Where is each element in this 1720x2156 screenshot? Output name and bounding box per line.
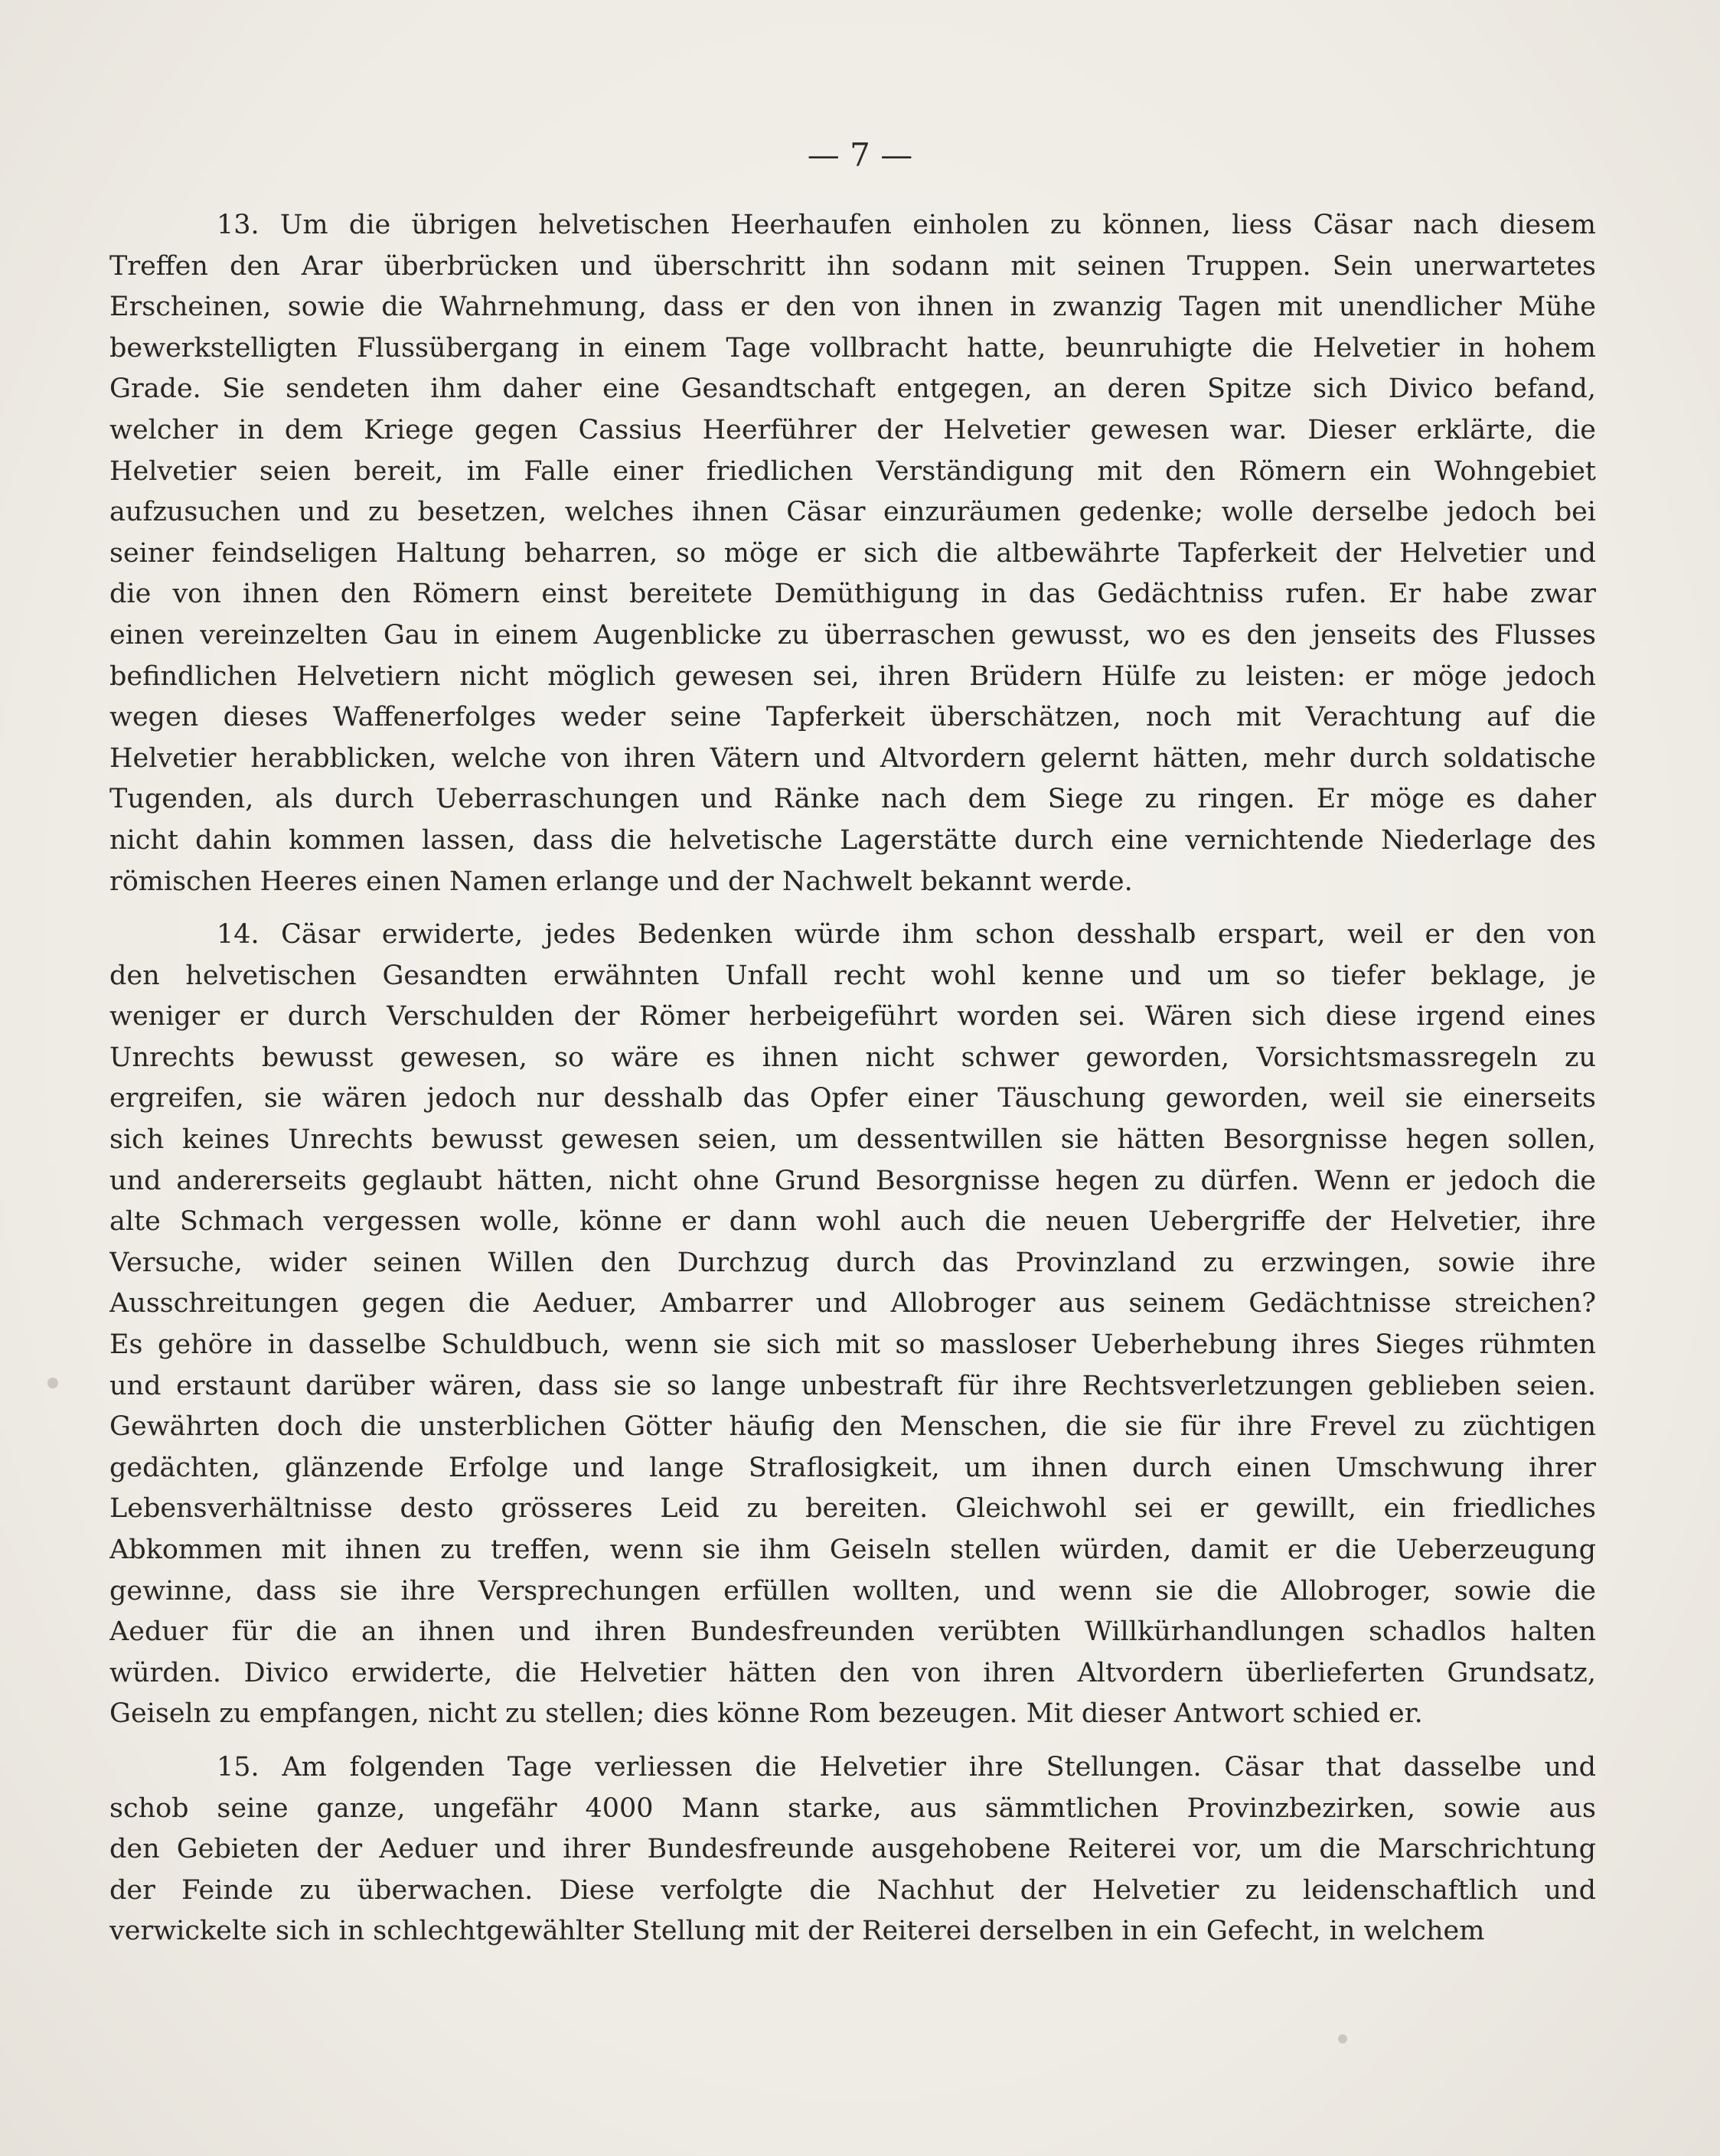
paragraph-13 (109, 205, 1596, 902)
text-line: die von ihnen den Römern einst bereitete Demüthigung in das Gedächtniss rufen. Er habe zwar (109, 579, 1596, 610)
text-line: befindlichen Helvetiern nicht möglich gewesen sei, ihren Brüdern Hülfe zu leisten: er möge jedoch (109, 660, 1596, 692)
text-line: den helvetischen Gesandten erwähnten Unfall recht wohl kenne und um so tiefer beklage, je (109, 960, 1596, 991)
text-line: Tugenden, als durch Ueberraschungen und Ränke nach dem Siege zu ringen. Er möge es daher (109, 784, 1596, 815)
text-line: nicht dahin kommen lassen, dass die helvetische Lagerstätte durch eine vernichtende Niederlage des (109, 824, 1596, 856)
paragraph-14 (109, 915, 1596, 1735)
text-line: Lebensverhältnisse desto grösseres Leid zu bereiten. Gleichwohl sei er gewillt, ein friedliches (109, 1493, 1596, 1525)
text-line: Treffen den Arar überbrücken und überschritt ihn sodann mit seinen Truppen. Sein unerwartetes (109, 250, 1596, 282)
text-line: der Feinde zu überwachen. Diese verfolgte die Nachhut der Helvetier zu leidenschaftlich und (109, 1874, 1596, 1906)
text-line: würden. Divico erwiderte, die Helvetier hätten den von ihren Altvordern überlieferten Grundsatz, (109, 1657, 1596, 1688)
text-line: verwickelte sich in schlechtgewählter Stellung mit der Reiterei derselben in ein Gefecht, in welchem (109, 1916, 1485, 1947)
text-line: welcher in dem Kriege gegen Cassius Heerführer der Helvetier gewesen war. Dieser erklärte, die (109, 414, 1596, 445)
text-line: wegen dieses Waffenerfolges weder seine Tapferkeit überschätzen, noch mit Verachtung auf die (109, 702, 1596, 733)
body-text (109, 205, 1596, 1952)
text-line: schob seine ganze, ungefähr 4000 Mann starke, aus sämmtlichen Provinzbezirken, sowie aus (109, 1792, 1596, 1824)
text-line: seiner feindseligen Haltung beharren, so möge er sich die altbewährte Tapferkeit der Helvetier und (109, 537, 1596, 569)
text-line: alte Schmach vergessen wolle, könne er dann wohl auch die neuen Uebergriffe der Helvetier, ihre (109, 1206, 1596, 1238)
text-line: Erscheinen, sowie die Wahrnehmung, dass er den von ihnen in zwanzig Tagen mit unendlicher Mühe (109, 292, 1596, 323)
text-line: ergreifen, sie wären jedoch nur desshalb das Opfer einer Täuschung geworden, weil sie einerseits (109, 1083, 1596, 1114)
text-line: Ausschreitungen gegen die Aeduer, Ambarrer und Allobroger aus seinem Gedächtnisse streichen? (109, 1288, 1596, 1319)
text-line: und andererseits geglaubt hätten, nicht ohne Grund Besorgnisse hegen zu dürfen. Wenn er jedoch die (109, 1165, 1596, 1196)
text-line: Versuche, wider seinen Willen den Durchzug durch das Provinzland zu erzwingen, sowie ihre (109, 1247, 1596, 1278)
text-line: Helvetier herabblicken, welche von ihren Vätern und Altvordern gelernt hätten, mehr durch soldatische (109, 742, 1596, 774)
text-line: und erstaunt darüber wären, dass sie so lange unbestraft für ihre Rechtsverletzungen geblieben seien. (109, 1370, 1596, 1401)
text-line: den Gebieten der Aeduer und ihrer Bundesfreunde ausgehobene Reiterei vor, um die Marschrichtung (109, 1834, 1596, 1865)
text-line: gewinne, dass sie ihre Versprechungen erfüllen wollten, und wenn sie die Allobroger, sowie die (109, 1575, 1596, 1606)
text-line: Gewährten doch die unsterblichen Götter häufig den Menschen, die sie für ihre Frevel zu züchtigen (109, 1411, 1596, 1443)
text-line: Abkommen mit ihnen zu treffen, wenn sie ihm Geiseln stellen würden, damit er die Ueberzeugung (109, 1535, 1596, 1565)
text-line: Aeduer für die an ihnen und ihren Bundesfreunden verübten Willkürhandlungen schadlos halten (109, 1616, 1596, 1648)
scan-speck (47, 1378, 58, 1388)
text-line: Unrechts bewusst gewesen, so wäre es ihnen nicht schwer geworden, Vorsichtsmassregeln zu (109, 1042, 1596, 1073)
text-line: einen vereinzelten Gau in einem Augenblicke zu überraschen gewusst, wo es den jenseits des Flusses (109, 619, 1596, 651)
text-line: Geiseln zu empfangen, nicht zu stellen; dies könne Rom bezeugen. Mit dieser Antwort schied er. (109, 1698, 1423, 1730)
text-line: Helvetier seien bereit, im Falle einer friedlichen Verständigung mit den Römern ein Wohngebiet (109, 455, 1596, 487)
text-line: römischen Heeres einen Namen erlange und der Nachwelt bekannt werde. (109, 866, 1133, 897)
text-line: 14. Cäsar erwiderte, jedes Bedenken würde ihm schon desshalb erspart, weil er den von (217, 919, 1596, 951)
text-line: bewerkstelligten Flussübergang in einem Tage vollbracht hatte, beunruhigte die Helvetier in hohem (109, 332, 1596, 364)
paragraph-15 (109, 1747, 1596, 1952)
text-line: sich keines Unrechts bewusst gewesen seien, um dessentwillen sie hätten Besorgnisse hegen sollen, (109, 1124, 1596, 1156)
text-line: Grade. Sie sendeten ihm daher eine Gesandtschaft entgegen, an deren Spitze sich Divico befand, (109, 373, 1596, 405)
scan-speck (1338, 2034, 1347, 2043)
text-line: gedächten, glänzende Erfolge und lange Straflosigkeit, um ihnen durch einen Umschwung ihrer (109, 1452, 1596, 1483)
text-line: aufzusuchen und zu besetzen, welches ihnen Cäsar einzuräumen gedenke; wolle derselbe jedoch bei (109, 497, 1596, 528)
text-line: weniger er durch Verschulden der Römer herbeigeführt worden sei. Wären sich diese irgend eines (109, 1001, 1596, 1032)
text-line: 15. Am folgenden Tage verliessen die Helvetier ihre Stellungen. Cäsar that dasselbe und (217, 1751, 1596, 1783)
text-line: Es gehöre in dasselbe Schuldbuch, wenn sie sich mit so massloser Ueberhebung ihres Sieges rühmten (109, 1329, 1596, 1361)
page-number: — 7 — (807, 136, 913, 174)
text-line: 13. Um die übrigen helvetischen Heerhaufen einholen zu können, liess Cäsar nach diesem (217, 210, 1596, 240)
